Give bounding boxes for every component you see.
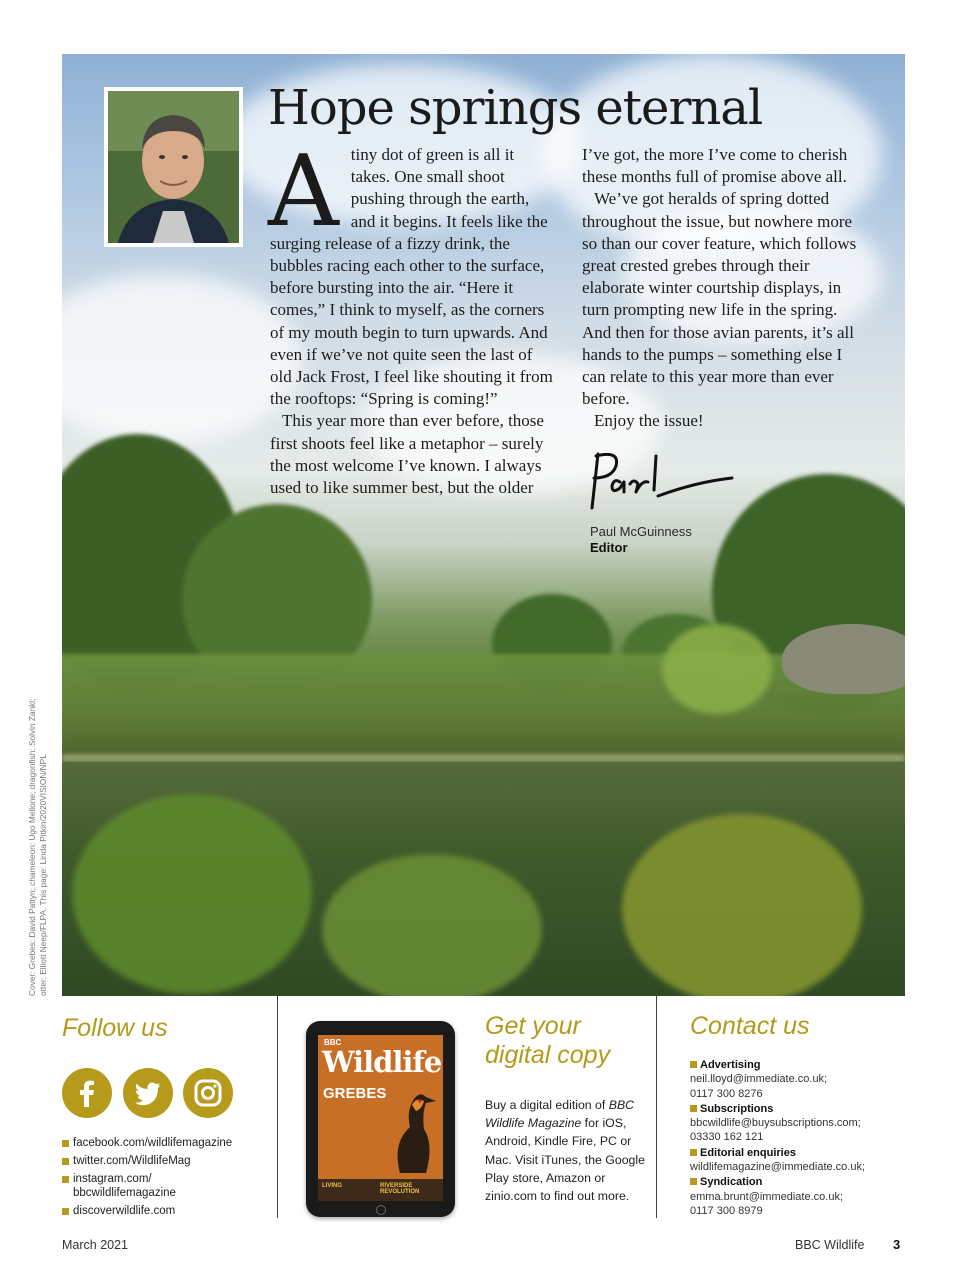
tablet-magazine-cover [306,1021,455,1217]
contact-label [690,1102,890,1116]
issue-date: March 2021 [62,1238,129,1252]
link-text[interactable]: twitter.com/WildlifeMag [73,1155,191,1167]
link-text[interactable]: discoverwildlife.com [73,1205,176,1217]
drop-cap: A [268,135,339,249]
heading-line: Get your [485,1012,581,1040]
waterweed [72,794,312,994]
editor-name: Paul McGuinness [590,524,692,539]
digital-heading [485,1012,610,1070]
text-intro: Buy a digital edition of [485,1098,606,1112]
link-text[interactable]: facebook.com/wildlifemagazine [73,1137,233,1149]
contact-label [690,1058,890,1072]
waterweed [622,814,862,996]
article-column-2 [582,144,857,433]
editor-role: Editor [590,540,628,555]
contact-value[interactable]: neil.lloyd@immediate.co.uk; 0117 300 8276 [690,1073,828,1100]
link-item[interactable] [62,1204,262,1218]
contact-value[interactable]: bbcwildlife@buysubscriptions.com; 03330 162 121 [690,1117,861,1144]
contact-list [690,1058,890,1219]
waterweed [322,854,542,996]
digital-copy-text [485,1096,645,1205]
cover-strap: RIVERSIDE REVOLUTION [380,1183,420,1195]
twitter-icon[interactable] [123,1068,173,1118]
label-text: Syndication [700,1176,763,1189]
label-text: Editorial enquiries [700,1146,796,1159]
social-links [62,1136,262,1222]
divider [656,996,657,1218]
bullet [62,1158,69,1165]
grebe-illustration [386,1083,436,1173]
editor-portrait [104,87,243,247]
instagram-icon[interactable] [183,1068,233,1118]
bullet [62,1208,69,1215]
contact-value[interactable]: emma.brunt@immediate.co.uk; 0117 300 8979 [690,1190,844,1217]
bullet [62,1176,69,1183]
paragraph-text: tiny dot of green is all it takes. One small shoot pushing through the earth, and it begins. It feels like the surging release of a fizzy drink, the bubbles racing each other to the surface, before bursting into the air. “Here it comes,” I think to myself, as the corners of my mouth begin to turn upwards. And even if we’ve not quite seen the last of old Jack Frost, I feel like shouting it from the rooftops: “Spring is coming!” [270,145,553,409]
photo-credit [27,698,49,996]
contact-value[interactable]: wildlifemagazine@immediate.co.uk; [690,1161,866,1174]
contact-heading: Contact us [690,1012,810,1040]
cloud [62,274,302,444]
cover-band [318,1179,443,1201]
river-bank [62,654,905,764]
cover-strap: LIVING [322,1183,343,1189]
credit-line: Cover: Grebes: David Pattyn; chameleon: Ugo Mellone; dragonfish: Solvin Zankl; [27,698,37,996]
magazine-name: BBC Wildlife Magazine [485,1098,635,1131]
bullet [62,1140,69,1147]
contact-label [690,1175,890,1189]
paragraph [268,135,553,410]
link-item[interactable] [62,1136,262,1150]
bullet [690,1061,697,1068]
rock [782,624,905,694]
bullet [690,1149,697,1156]
editor-photo [108,91,239,243]
bullet [690,1105,697,1112]
paragraph: We’ve got heralds of spring dotted throughout the issue, but nowhere more so than our cover feature, which follows great crested grebes through their elaborate winter courtship displays, in turn prompting new life in the spring. And then for those avian parents, it’s all hands to the pumps – something else I can relate to this year more than ever before. [582,189,857,409]
label-text: Subscriptions [700,1102,774,1115]
paragraph: Enjoy the issue! [594,411,704,431]
paragraph: This year more than ever before, those first shoots feel like a metaphor – surely the most welcome I’ve known. I always used to like summer best, but the older [270,411,544,498]
contact-label [690,1146,890,1160]
divider [277,996,278,1218]
link-text[interactable]: instagram.com/ bbcwildlifemagazine [73,1173,176,1199]
bullet [690,1178,697,1185]
magazine-name-footer: BBC Wildlife [795,1238,865,1252]
editor-signature [586,448,736,512]
paragraph: I’ve got, the more I’ve come to cherish these months full of promise above all. [582,145,848,187]
facebook-icon[interactable] [62,1068,112,1118]
article-title: Hope springs eternal [268,80,763,136]
tablet-screen [318,1035,443,1201]
cover-feature: GREBES [323,1085,387,1102]
text-rest: for iOS, Android, Kindle Fire, PC or Mac. Visit iTunes, the Google Play store, Amazon or zinio.com to find out more. [485,1116,645,1204]
link-item[interactable] [62,1172,188,1200]
label-text: Advertising [700,1059,761,1071]
follow-heading: Follow us [62,1014,168,1042]
heading-line: digital copy [485,1041,611,1069]
link-item[interactable] [62,1154,262,1168]
page-number: 3 [893,1237,901,1252]
cover-title: Wildlife [322,1045,442,1079]
cover-brand: BBC [324,1038,342,1047]
home-button [376,1205,386,1215]
water-surface [62,754,905,762]
article-column-1 [268,135,553,499]
grass-tuft [662,624,772,714]
credit-line: otter: Elliott Neep/FLPA. This page: Linda Pitkin/2020VISION/NPL [38,754,48,996]
